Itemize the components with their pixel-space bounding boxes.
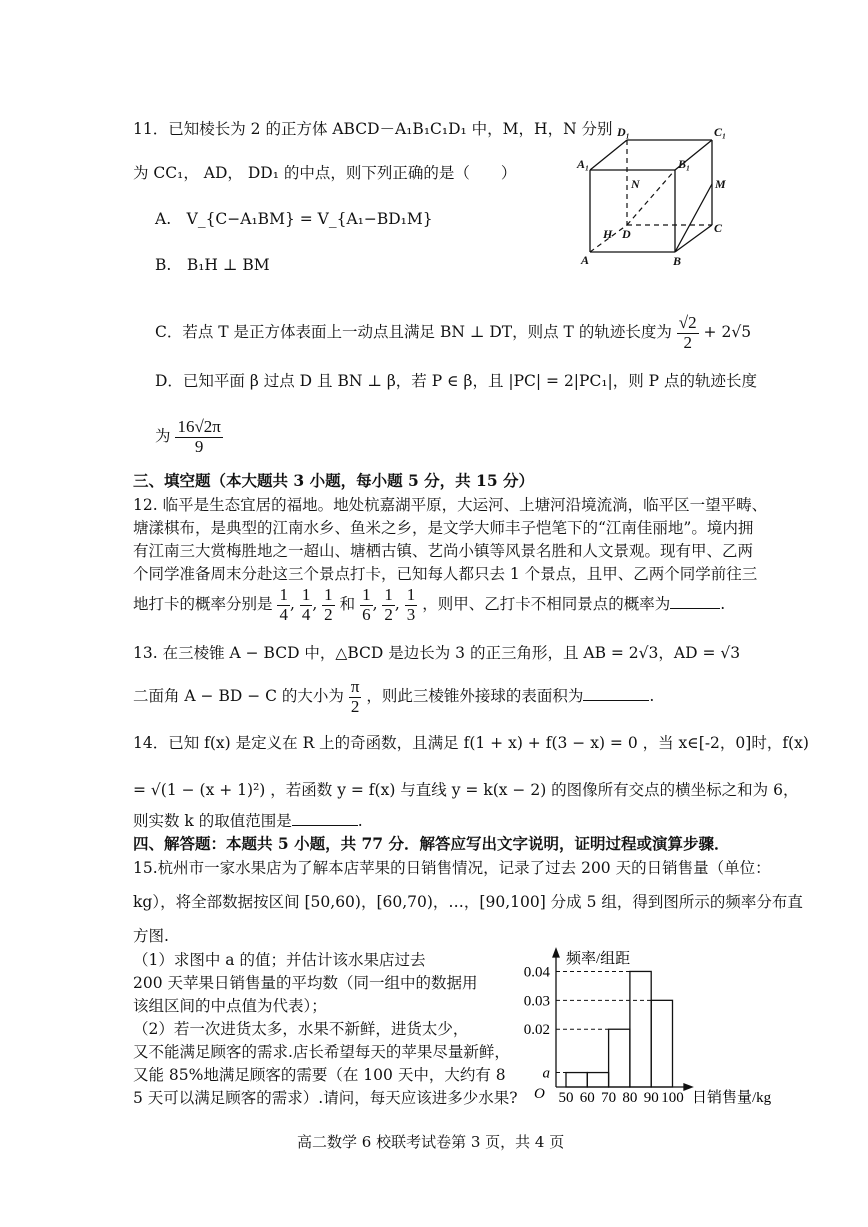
x-axis-arrow [684,1084,692,1090]
q12-line5-text: 地打卡的概率分别是 [133,595,273,614]
fraction [382,586,395,624]
label-m: M [715,177,726,191]
histogram-bar [630,971,651,1087]
q14-line2: = √(1 − (x + 1)²) ，若函数 y = f(x) 与直线 y = k(x − 2) 的图像所有交点的横坐标之和为 6， [133,781,799,799]
x-tick-label: 50 [558,1090,574,1106]
fraction-numerator: 1 [301,585,311,604]
q15-part1-line3: 该组区间的中点值为代表）； [133,997,327,1015]
y-axis-arrow [553,949,559,957]
x-axis-label: 日销售量/kg [692,1090,772,1106]
q15-part2-line2: 又不能满足顾客的需求.店长希望每天的苹果尽量新鲜， [133,1043,510,1061]
label-b: B [673,254,682,268]
fraction-numerator: 16√2π [177,417,221,436]
fraction [277,586,290,624]
fraction-denominator: 2 [324,604,333,624]
label-b1: B₁ [678,157,691,171]
q13-line2-text: 二面角 A − BD − C 的大小为 [133,687,344,706]
q14-line1: 14．已知 f(x) 是定义在 R 上的奇函数，且满足 f(1 + x) + f(3 − x) = 0 ，当 x∈[-2，0]时，f(x) [133,734,809,752]
q11-option-b: B. B₁H ⊥ BM [155,256,270,274]
fraction-denominator: 6 [362,604,371,624]
label-d1: D₁ [617,125,630,139]
q11-option-a: A. V_{C−A₁BM} = V_{A₁−BD₁M} [155,210,433,228]
page-footer: 高二数学 6 校联考试卷第 3 页，共 4 页 [297,1133,565,1151]
q15-part1-line1: （1）求图中 a 的值；并估计该水果店过去 [133,951,426,969]
fraction [322,586,335,624]
x-tick-label: 80 [622,1090,638,1106]
x-tick-label: 70 [601,1090,617,1106]
fraction-numerator: 1 [324,585,333,604]
q14-line3-text: 则实数 k 的取值范围是 [133,812,292,830]
q15-line3: 方图. [133,927,169,945]
y-tick-label: 0.03 [523,993,550,1010]
q14-line3 [133,812,363,831]
fraction [300,586,313,624]
fraction-numerator: √2 [678,313,697,332]
q15-part2-line1: （2）若一次进货太多，水果不新鲜，进货太少， [133,1020,469,1038]
q11-option-d-fraction [175,418,222,456]
frequency-histogram [508,945,788,1110]
q12-line4: 个同学准备周末分赴这三个景点打卡，已知每人都只去 1 个景点，且甲、乙两个同学前往三 [133,565,758,583]
q11-stem-line1: 11．已知棱长为 2 的正方体 ABCD－A₁B₁C₁D₁ 中，M，H，N 分别 [133,120,613,138]
label-c1: C₁ [714,125,727,139]
cube-figure [575,122,735,272]
q12-line3: 有江南三大赏梅胜地之一超山、塘栖古镇、艺尚小镇等风景名胜和人文景观。现有甲、乙两 [133,542,754,560]
origin-label: O [534,1086,545,1102]
fraction-denominator: 2 [683,332,692,352]
section3-heading: 三、填空题（本大题共 3 小题，每小题 5 分，共 15 分） [133,471,535,490]
fraction-numerator: 1 [279,585,288,604]
q13-line2 [133,678,654,716]
fraction [360,586,373,624]
q15-part2-line3: 又能 85%地满足顾客的需要（在 100 天中，大约有 8 [133,1066,506,1084]
q12-line5-tail: ，则甲、乙打卡不相同景点的概率为 [422,595,671,614]
y-tick-label: 0.02 [523,1022,550,1039]
y-axis-label: 频率/组距 [566,951,631,967]
q12-line5: 地打卡的概率分别是 $\frac{1}{4}$ , $\frac{1}{4}$ , $\frac{1}{2}$ 和 $\frac{1}{6}$ , $\frac{1}{2}$ , $\frac{1}{3}$ ，则甲、乙打卡不相同景点的概率为 . [133,585,726,624]
x-tick-label: 60 [579,1090,595,1106]
q11-option-c-text: C．若点 T 是正方体表面上一动点且满足 BN ⊥ DT，则点 T 的轨迹长度为 [155,323,672,342]
histogram-bar [566,1073,587,1087]
q12-line1: 12. 临平是生态宜居的福地。地处杭嘉湖平原，大运河、上塘河沿境流淌，临平区一望平畴、 [133,496,768,514]
q15-line1: 15.杭州市一家水果店为了解本店苹果的日销售情况，记录了过去 200 天的日销售量（单位： [133,859,771,877]
histogram-bar [609,1029,630,1087]
label-c: C [714,221,723,235]
q12-and: 和 [339,595,356,614]
fraction-denominator: 2 [384,604,393,624]
section4-heading: 四、解答题：本题共 5 小题，共 77 分．解答应写出文字说明，证明过程或演算步骤． [133,834,730,853]
histogram-bar [651,1000,672,1087]
fraction-numerator: 1 [406,585,416,604]
segment-bm [675,184,712,252]
q13-line2-tail: ，则此三棱锥外接球的表面积为 [366,687,584,706]
fraction-numerator: 1 [362,585,371,604]
fraction-numerator: π [350,677,360,696]
q11-option-c-tail: + 2√5 [703,323,752,342]
q11-stem-line2: 为 CC₁， AD， DD₁ 的中点，则下列正确的是（ ） [133,164,517,182]
q12-end: . [720,595,726,614]
q11-option-d-text: 为 [155,427,171,446]
fraction-denominator: 4 [301,604,311,624]
fraction-denominator: 4 [279,604,288,624]
edge-bc [675,225,712,252]
x-tick-label: 90 [643,1090,659,1106]
fraction-denominator: 9 [194,436,204,456]
label-d: D [622,227,631,241]
q13-end: . [649,687,655,706]
answer-blank[interactable] [583,700,649,701]
q11-option-c [155,314,751,352]
q13-fraction [349,678,362,716]
y-tick-label: a [542,1065,550,1082]
histogram-bar [587,1073,608,1087]
fraction-denominator: 2 [350,696,360,716]
label-h: H [603,227,613,241]
edge-a1d1 [590,140,627,170]
y-tick-label: 0.04 [523,964,550,981]
q13-line1: 13. 在三棱锥 A − BCD 中，△BCD 是边长为 3 的正三角形，且 AB = 2√3，AD = √3 [133,644,741,662]
q14-end: . [357,812,363,830]
label-n: N [631,177,640,191]
q15-line2: kg），将全部数据按区间 [50,60)，[60,70)，…，[90,100] 分成 5 组，得到图所示的频率分布直 [133,893,803,911]
fraction-numerator: 1 [384,585,393,604]
q11-option-c-fraction [677,314,699,352]
q11-option-d-line1: D．已知平面 β 过点 D 且 BN ⊥ β，若 P ∈ β，且 |PC| = 2|PC₁|，则 P 点的轨迹长度 [155,372,758,390]
q15-part2-line4: 5 天可以满足顾客的需求）.请问，每天应该进多少水果? [133,1089,518,1107]
q11-option-d-line2 [155,418,223,456]
fraction [405,586,418,624]
label-a1: A₁ [577,157,590,171]
label-a: A [581,253,590,267]
q12-line2: 塘漾棋布，是典型的江南水乡、鱼米之乡，是文学大师丰子恺笔下的“江南佳丽地”。境内拥 [133,519,754,537]
fraction-denominator: 3 [406,604,416,624]
answer-blank[interactable] [292,825,358,826]
answer-blank[interactable] [670,608,720,609]
x-tick-label: 100 [661,1090,684,1106]
q15-part1-line2: 200 天苹果日销售量的平均数（同一组中的数据用 [133,974,478,992]
